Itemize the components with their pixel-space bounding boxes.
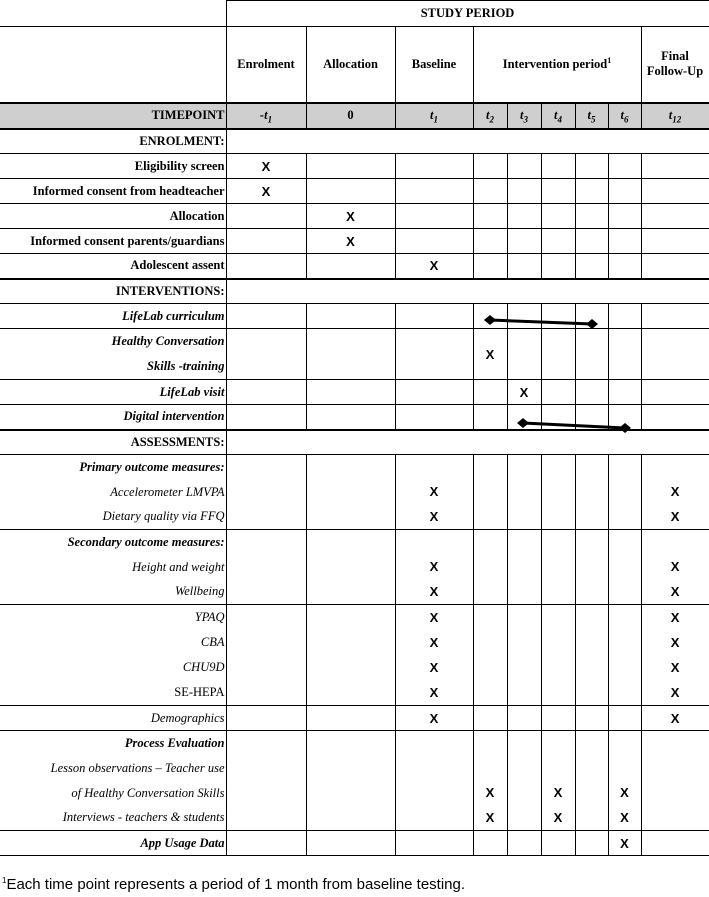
row-digital-intervention bbox=[0, 405, 709, 430]
mark-group: X X X X bbox=[395, 605, 473, 706]
mark-group: X X bbox=[541, 731, 575, 831]
row-label: Lesson observations – Teacher use bbox=[0, 756, 226, 781]
mark-group: X X bbox=[641, 455, 709, 530]
col-allocation: Allocation bbox=[306, 27, 395, 103]
tp-t4: $t_4$ bbox=[541, 103, 575, 129]
row-secondary-outcomes bbox=[0, 530, 709, 555]
row-consent-parents bbox=[0, 229, 709, 254]
section-row-enrolment bbox=[0, 129, 709, 154]
row-label: App Usage Data bbox=[0, 831, 226, 856]
row-label: Accelerometer LMVPA bbox=[0, 480, 226, 505]
section-row-assessments bbox=[0, 430, 709, 455]
tp-t3: $t_3$ bbox=[507, 103, 541, 129]
row-adolescent-assent bbox=[0, 254, 709, 279]
mark-x: X bbox=[641, 706, 709, 731]
row-label: Healthy Conversation Skills -training bbox=[0, 329, 226, 380]
row-app-usage bbox=[0, 831, 709, 856]
row-label: Dietary quality via FFQ bbox=[0, 505, 226, 530]
row-demographics bbox=[0, 706, 709, 731]
mark-x: X bbox=[306, 229, 395, 254]
row-lifelab-curriculum bbox=[0, 304, 709, 329]
header-row-columns bbox=[0, 27, 709, 103]
mark-x: X bbox=[306, 204, 395, 229]
row-label: Digital intervention bbox=[0, 405, 226, 430]
col-final-follow-up: Final Follow-Up bbox=[641, 27, 709, 103]
mark-group: X X bbox=[395, 455, 473, 530]
mark-group: X X bbox=[608, 731, 641, 831]
row-label: LifeLab curriculum bbox=[0, 304, 226, 329]
section-interventions: INTERVENTIONS: bbox=[0, 279, 226, 304]
row-label: Wellbeing bbox=[0, 580, 226, 605]
row-process-evaluation bbox=[0, 731, 709, 756]
mark-group: X X bbox=[641, 530, 709, 605]
tp-t5: $t_5$ bbox=[575, 103, 608, 129]
row-consent-headteacher bbox=[0, 179, 709, 204]
mark-x: X bbox=[395, 254, 473, 279]
mark-group: X X bbox=[395, 530, 473, 605]
mark-x: X bbox=[395, 706, 473, 731]
section-row-interventions bbox=[0, 279, 709, 304]
row-label: Height and weight bbox=[0, 555, 226, 580]
section-assessments: ASSESSMENTS: bbox=[0, 430, 226, 455]
study-period-header: STUDY PERIOD bbox=[226, 1, 709, 27]
header-row-study-period bbox=[0, 1, 709, 27]
row-label: Eligibility screen bbox=[0, 154, 226, 179]
section-enrolment: ENROLMENT: bbox=[0, 129, 226, 154]
mark-x: X bbox=[226, 154, 306, 179]
timepoint-row bbox=[0, 103, 709, 129]
row-allocation bbox=[0, 204, 709, 229]
footnote: $^1$Each time point represents a period of 1 month from baseline testing. bbox=[2, 876, 466, 893]
row-label: LifeLab visit bbox=[0, 380, 226, 405]
row-label: Secondary outcome measures: bbox=[0, 530, 226, 555]
tp-final: $t_{12}$ bbox=[641, 103, 709, 129]
row-label: Primary outcome measures: bbox=[0, 455, 226, 480]
mark-x: X bbox=[473, 329, 507, 380]
row-label: of Healthy Conversation Skills bbox=[0, 781, 226, 806]
row-label: Informed consent from headteacher bbox=[0, 179, 226, 204]
row-lifelab-visit bbox=[0, 380, 709, 405]
row-label: CBA bbox=[0, 630, 226, 655]
row-label: Demographics bbox=[0, 706, 226, 731]
mark-group: X X X X bbox=[641, 605, 709, 706]
row-label: Adolescent assent bbox=[0, 254, 226, 279]
tp-t2: $t_2$ bbox=[473, 103, 507, 129]
row-label: Allocation bbox=[0, 204, 226, 229]
tp-allocation: 0 bbox=[306, 103, 395, 129]
tp-enrolment: $-t_1$ bbox=[226, 103, 306, 129]
mark-group: X X bbox=[473, 731, 507, 831]
row-ypaq bbox=[0, 605, 709, 630]
row-eligibility bbox=[0, 154, 709, 179]
row-label: Process Evaluation bbox=[0, 731, 226, 756]
col-enrolment: Enrolment bbox=[226, 27, 306, 103]
mark-x: X bbox=[226, 179, 306, 204]
row-healthy-conversation-skills bbox=[0, 329, 709, 380]
row-label: Interviews - teachers & students bbox=[0, 806, 226, 831]
row-label: CHU9D bbox=[0, 655, 226, 680]
tp-baseline: $t_1$ bbox=[395, 103, 473, 129]
mark-x: X bbox=[608, 831, 641, 856]
row-primary-outcomes bbox=[0, 455, 709, 480]
timepoint-label: TIMEPOINT bbox=[0, 103, 226, 129]
col-baseline: Baseline bbox=[395, 27, 473, 103]
row-label: YPAQ bbox=[0, 605, 226, 630]
mark-x: X bbox=[507, 380, 541, 405]
col-intervention-period: Intervention period$^1$ bbox=[473, 27, 641, 103]
row-label: SE-HEPA bbox=[0, 680, 226, 705]
row-label: Informed consent parents/guardians bbox=[0, 229, 226, 254]
tp-t6: $t_6$ bbox=[608, 103, 641, 129]
